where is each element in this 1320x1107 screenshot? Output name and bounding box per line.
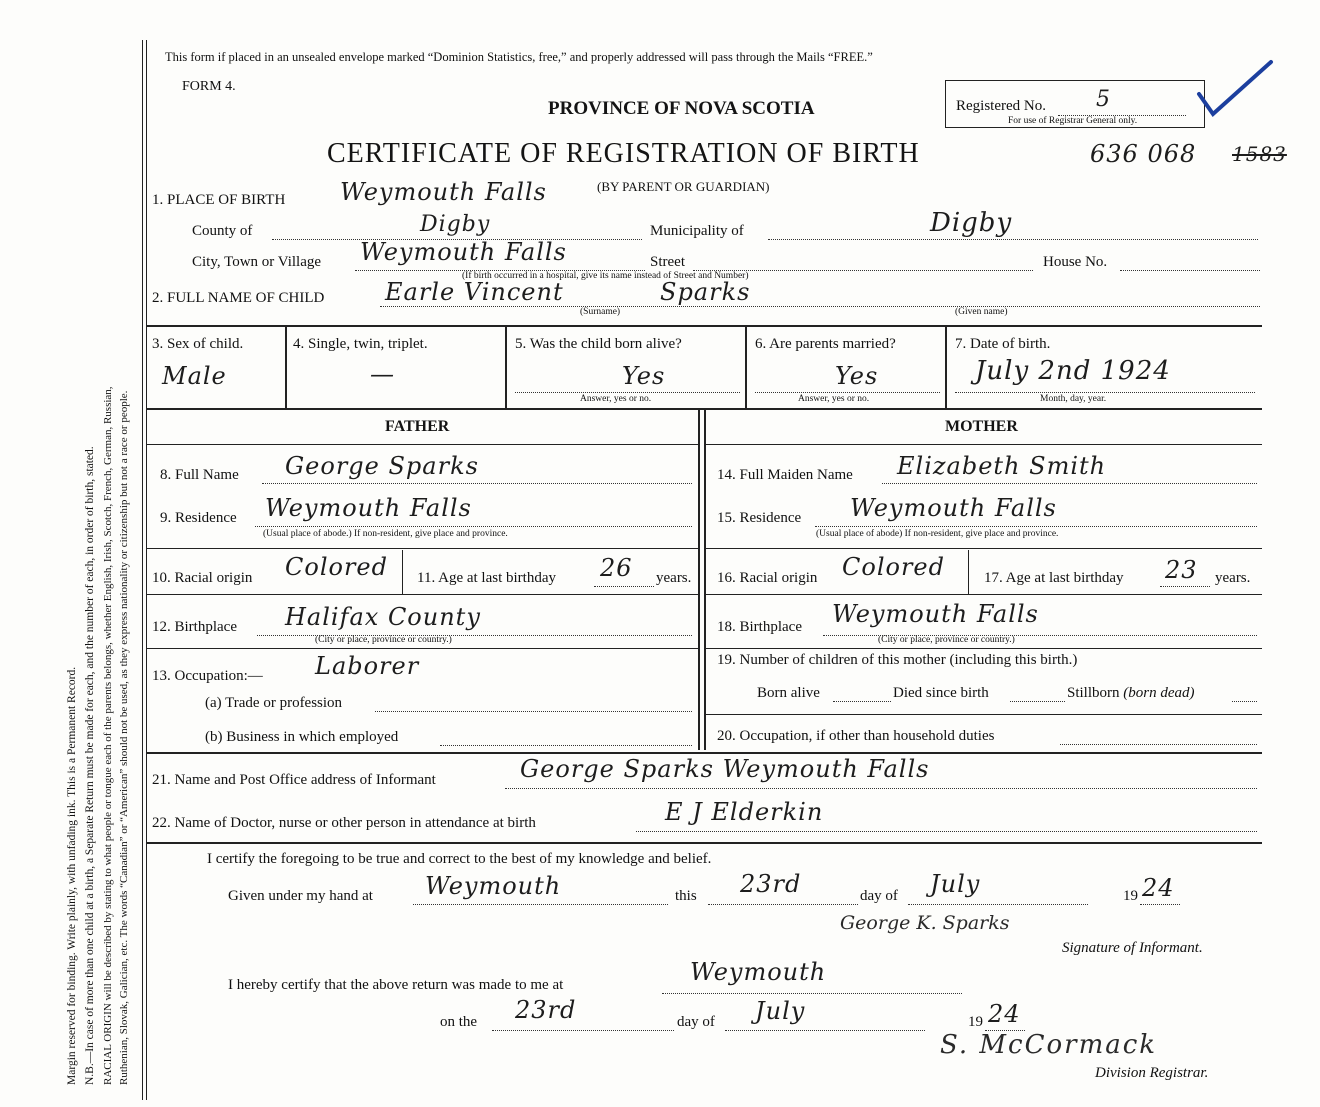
divider-mother-racial (968, 550, 969, 594)
surname-caption: (Surname) (580, 307, 621, 317)
divider-mother-heading (706, 444, 1262, 445)
mother-age-label: 17. Age at last birthday (984, 570, 1124, 586)
mother-age-unit: years. (1215, 570, 1251, 586)
mother-age-line (1160, 586, 1210, 587)
city-value: Weymouth Falls (360, 238, 567, 266)
born-alive-value: Yes (622, 362, 666, 390)
plurality-value: — (370, 360, 395, 388)
divider-father-residence (147, 548, 698, 549)
stillborn-count-line (1232, 701, 1257, 702)
house-no-line (1120, 270, 1260, 271)
divider-col (745, 327, 747, 409)
father-residence-caption: (Usual place of abode.) If non-resident, give place and province. (263, 529, 508, 539)
house-no-label: House No. (1043, 254, 1108, 270)
registrar-signature: S. McCormack (940, 1030, 1158, 1060)
divider-col (505, 327, 507, 409)
mother-name-value: Elizabeth Smith (897, 452, 1107, 480)
father-heading: FATHER (385, 418, 450, 435)
registrar-day-line (492, 1030, 674, 1031)
center-divider (698, 410, 700, 750)
margin-border-inner (146, 40, 147, 1100)
county-value: Digby (420, 212, 491, 237)
mother-racial-label: 16. Racial origin (717, 570, 818, 586)
father-occupation-value: Laborer (315, 652, 420, 680)
registrar-signature-caption: Division Registrar. (1095, 1065, 1209, 1081)
county-label: County of (192, 223, 253, 239)
child-surname: Sparks (660, 278, 751, 306)
city-label: City, Town or Village (192, 254, 322, 270)
given-day-value: 23rd (740, 870, 802, 898)
born-alive-count-label: Born alive (757, 685, 820, 701)
business-line (440, 745, 692, 746)
date-of-birth-line (955, 392, 1255, 393)
child-name-line (380, 306, 1260, 307)
postal-note: This form if placed in an unsealed envelope marked “Dominion Statistics, free,” and properly addressed will pass through the Mails “FREE.” (165, 50, 873, 64)
form-number: FORM 4. (182, 79, 236, 94)
doctor-label: 22. Name of Doctor, nurse or other person in attendance at birth (152, 815, 536, 831)
father-name-value: George Sparks (285, 452, 479, 480)
mother-name-line (882, 483, 1257, 484)
margin-note-multiple-births: N.B.—In case of more than one child at a birth, a Separate Return must be made for each, and the number of each, in order of birth, stated. (84, 446, 96, 1085)
registered-no-value: 5 (1096, 87, 1111, 112)
doctor-line (636, 831, 1257, 832)
date-of-birth-value: July 2nd 1924 (975, 356, 1171, 386)
parents-married-value: Yes (835, 362, 879, 390)
place-of-birth-label: 1. PLACE OF BIRTH (152, 192, 286, 208)
certificate-title: CERTIFICATE OF REGISTRATION OF BIRTH (327, 138, 920, 169)
by-parent-note: (BY PARENT OR GUARDIAN) (597, 179, 770, 194)
father-occupation-label: 13. Occupation:— (152, 668, 263, 684)
father-residence-value: Weymouth Falls (265, 494, 472, 522)
divider-mother-residence (706, 548, 1262, 549)
mother-birthplace-caption: (City or place, province or country.) (878, 635, 1015, 645)
born-alive-caption: Answer, yes or no. (580, 394, 652, 404)
municipality-label: Municipality of (650, 223, 744, 239)
father-age-value: 26 (600, 554, 633, 582)
died-since-birth-label: Died since birth (893, 685, 989, 701)
divider-father-racial (402, 550, 403, 594)
given-month-line (908, 904, 1088, 905)
informant-signature: George K. Sparks (840, 912, 1010, 934)
informant-line (505, 788, 1257, 789)
stillborn-label: Stillborn (born dead) (1067, 685, 1195, 701)
mother-occupation-label: 20. Occupation, if other than household duties (717, 728, 995, 744)
born-alive-count-line (833, 701, 891, 702)
blue-check-mark (1195, 56, 1275, 120)
divider-row3-top (147, 325, 1262, 327)
father-age-label: 11. Age at last birthday (417, 570, 556, 586)
registered-no-label: Registered No. (956, 98, 1046, 114)
given-day-line (708, 904, 858, 905)
father-residence-label: 9. Residence (160, 510, 237, 526)
divider-mother-age (706, 594, 1262, 595)
given-place-line (413, 904, 668, 905)
stillborn-note: (born dead) (1123, 685, 1195, 701)
handwritten-number: 636 068 (1090, 140, 1197, 168)
given-month-value: July (930, 870, 981, 898)
date-of-birth-caption: Month, day, year. (1040, 394, 1107, 404)
given-this-label: this (675, 888, 697, 904)
trade-label: (a) Trade or profession (205, 695, 343, 711)
father-racial-label: 10. Racial origin (152, 570, 253, 586)
given-under-label: Given under my hand at (228, 888, 373, 904)
registered-no-note: For use of Registrar General only. (1008, 116, 1138, 126)
given-place-value: Weymouth (425, 872, 562, 900)
registrar-year-value: 24 (988, 1000, 1021, 1028)
father-age-unit: years. (656, 570, 692, 586)
parents-married-label: 6. Are parents married? (755, 336, 896, 352)
margin-note-binding: Margin reserved for binding. Write plainly, with unfading ink. This is a Permanent Record. (66, 666, 78, 1085)
father-residence-line (255, 526, 692, 527)
margin-note-racial-origin-cont: Ruthenian, Slovak, Galician, etc. The words “Canadian” or “American” should not be used, as they express nationality or citizenship but not a race or people. (118, 390, 130, 1085)
mother-heading: MOTHER (945, 418, 1018, 435)
mother-occupation-line (1060, 744, 1257, 745)
doctor-value: E J Elderkin (665, 798, 824, 826)
margin-note-racial-origin: RACIAL ORIGIN will be described by stating to what people or tongue each of the parents belongs, whether English, Irish, Scotch, French, German, Russian, (102, 386, 114, 1085)
parents-married-line (755, 392, 940, 393)
born-alive-label: 5. Was the child born alive? (515, 336, 682, 352)
mother-birthplace-value: Weymouth Falls (832, 600, 1039, 628)
registrar-year-prefix: 19 (968, 1014, 983, 1030)
mother-racial-value: Colored (842, 553, 945, 581)
business-label: (b) Business in which employed (205, 729, 399, 745)
divider-col (285, 327, 287, 409)
parents-married-caption: Answer, yes or no. (798, 394, 870, 404)
date-of-birth-label: 7. Date of birth. (955, 336, 1051, 352)
mother-residence-caption: (Usual place of abode) If non-resident, give place and province. (816, 529, 1059, 539)
hospital-note: (If birth occurred in a hospital, give its name instead of Street and Number) (462, 271, 749, 281)
registered-no-box (945, 80, 1205, 128)
struck-number: 1583 (1232, 142, 1287, 166)
divider-father-age (147, 594, 698, 595)
informant-label: 21. Name and Post Office address of Informant (152, 772, 436, 788)
father-birthplace-value: Halifax County (285, 603, 481, 631)
trade-line (375, 711, 692, 712)
registrar-place-line (662, 993, 962, 994)
certify-text: I certify the foregoing to be true and correct to the best of my knowledge and belief. (207, 851, 712, 867)
father-age-line (594, 586, 654, 587)
mother-residence-value: Weymouth Falls (850, 494, 1057, 522)
father-racial-value: Colored (285, 553, 388, 581)
child-given-names: Earle Vincent (385, 278, 564, 306)
given-year-value: 24 (1142, 874, 1175, 902)
divider-father-heading (147, 444, 698, 445)
father-name-line (262, 483, 692, 484)
registrar-certify-text: I hereby certify that the above return was made to me at (228, 977, 564, 993)
mother-birthplace-label: 18. Birthplace (717, 619, 802, 635)
divider-mother-birthplace (706, 648, 1262, 649)
plurality-label: 4. Single, twin, triplet. (293, 336, 428, 352)
given-day-of-label: day of (860, 888, 898, 904)
given-year-line (1140, 904, 1180, 905)
margin-border (142, 40, 143, 1100)
street-label: Street (650, 254, 685, 270)
mother-residence-label: 15. Residence (717, 510, 802, 526)
divider-mother-children (706, 714, 1262, 715)
mother-name-label: 14. Full Maiden Name (717, 467, 853, 483)
registrar-month-value: July (755, 997, 806, 1025)
registrar-month-line (725, 1030, 925, 1031)
divider-informant-top (147, 752, 1262, 754)
registrar-day-value: 23rd (515, 996, 577, 1024)
children-count-label: 19. Number of children of this mother (including this birth.) (717, 652, 1078, 668)
registrar-day-of-label: day of (677, 1014, 715, 1030)
child-name-label: 2. FULL NAME OF CHILD (152, 290, 325, 306)
divider-informant-bottom (147, 842, 1262, 844)
sex-value: Male (162, 362, 227, 390)
municipality-line (768, 239, 1258, 240)
divider-col (945, 327, 947, 409)
registrar-on-the-label: on the (440, 1014, 478, 1030)
informant-signature-caption: Signature of Informant. (1062, 940, 1203, 956)
registrar-place-value: Weymouth (690, 958, 827, 986)
mother-age-value: 23 (1165, 556, 1198, 584)
died-count-line (1010, 701, 1065, 702)
municipality-value: Digby (930, 208, 1013, 238)
given-year-prefix: 19 (1123, 888, 1138, 904)
father-birthplace-label: 12. Birthplace (152, 619, 237, 635)
place-of-birth-value: Weymouth Falls (340, 178, 547, 206)
born-alive-line (515, 392, 740, 393)
mother-residence-line (815, 526, 1257, 527)
given-name-caption: (Given name) (955, 307, 1008, 317)
province-heading: PROVINCE OF NOVA SCOTIA (548, 98, 815, 119)
father-birthplace-caption: (City or place, province or country.) (315, 635, 452, 645)
informant-value: George Sparks Weymouth Falls (520, 755, 930, 783)
father-name-label: 8. Full Name (160, 467, 239, 483)
center-divider-inner (704, 410, 706, 750)
sex-label: 3. Sex of child. (152, 336, 244, 352)
divider-father-birthplace (147, 648, 698, 649)
